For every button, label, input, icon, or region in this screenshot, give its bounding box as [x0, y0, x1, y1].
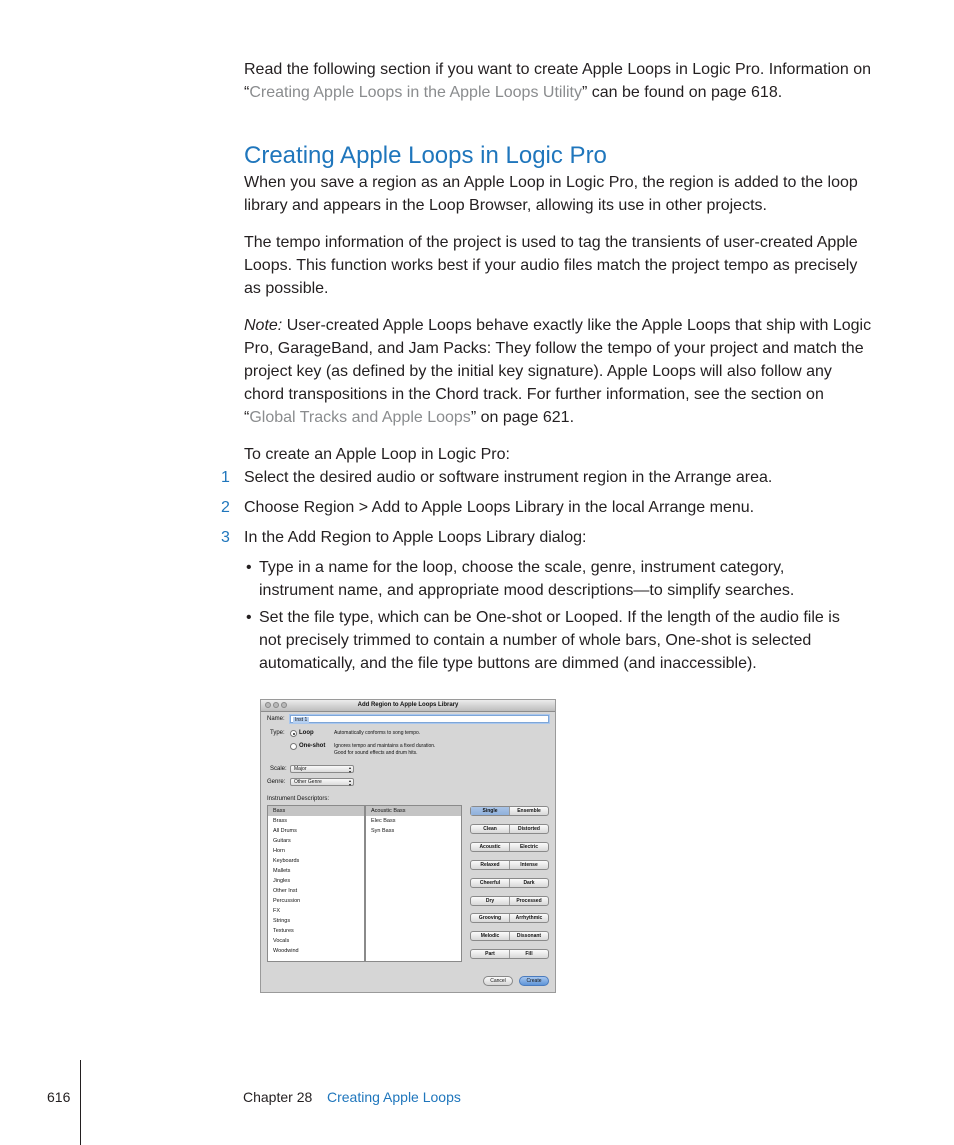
- type-label: Type:: [270, 730, 285, 736]
- mood-button[interactable]: Grooving: [478, 915, 502, 921]
- step-text: Select the desired audio or software instrument region in the Arrange area.: [244, 469, 773, 486]
- popup-arrows-icon: ▴ ▾: [348, 765, 351, 774]
- page-number: 616: [47, 1089, 71, 1105]
- add-region-dialog: [260, 699, 556, 993]
- section-heading: Creating Apple Loops in Logic Pro: [244, 142, 607, 169]
- name-value: Inst 1: [295, 717, 308, 723]
- intro-link[interactable]: Creating Apple Loops in the Apple Loops Utility: [249, 84, 582, 101]
- popup-arrows-icon: ▴ ▾: [348, 778, 351, 787]
- mood-button[interactable]: Melodic: [480, 933, 500, 939]
- scale-popup[interactable]: [290, 765, 354, 773]
- bullet: •: [246, 559, 252, 576]
- mood-button[interactable]: Dry: [485, 898, 495, 904]
- list-item[interactable]: Percussion: [273, 898, 301, 904]
- name-field[interactable]: [290, 715, 549, 723]
- mood-toggle-dry-processed[interactable]: [470, 896, 549, 906]
- bullet: •: [246, 609, 252, 626]
- mood-toggle-grooving-arrhythmic[interactable]: [470, 913, 549, 923]
- mood-button[interactable]: Acoustic: [479, 844, 501, 850]
- list-item[interactable]: Brass: [273, 818, 288, 824]
- mood-button[interactable]: Electric: [509, 843, 548, 851]
- step-number: 2: [221, 499, 230, 516]
- mood-button[interactable]: Dissonant: [509, 932, 548, 940]
- mood-button[interactable]: Arrhythmic: [509, 914, 548, 922]
- name-label: Name:: [267, 716, 285, 722]
- mood-toggle-cheerful-dark[interactable]: [470, 878, 549, 888]
- list-item[interactable]: Elec Bass: [371, 818, 396, 824]
- paragraph-2: The tempo information of the project is used to tag the transients of user-created Apple Loops. This function works best if your audio files match the project tempo as precisely as possible.: [244, 234, 858, 297]
- mood-button[interactable]: Clean: [483, 826, 497, 832]
- mood-button[interactable]: Processed: [509, 897, 548, 905]
- list-item[interactable]: Acoustic Bass: [366, 806, 461, 816]
- bullet-text: Set the file type, which can be One-shot or Looped. If the length of the audio file is not precisely trimmed to contain a number of whole bars, One-shot is selected automatically, and the file type buttons are dimmed (and inaccessible).: [259, 609, 840, 672]
- list-item[interactable]: Jingles: [273, 878, 291, 884]
- intro-paragraph: [244, 58, 874, 104]
- mood-button[interactable]: Dark: [509, 879, 548, 887]
- loop-label: Loop: [299, 730, 314, 736]
- note-text: User-created Apple Loops behave exactly like the Apple Loops that ship with Logic Pro, GarageBand, and Jam Packs: They follow the tempo of your project and match the project key (as defined by the initial key signature). Apple Loops will also follow any chord transpositions in the Chord track. For further information, see the section on “: [244, 317, 872, 426]
- chapter-label: Chapter 28: [243, 1089, 313, 1105]
- list-item[interactable]: Textures: [273, 928, 294, 934]
- chapter-title: Creating Apple Loops: [327, 1089, 461, 1105]
- note-label: Note:: [244, 317, 283, 334]
- genre-value: Other Genre: [294, 779, 322, 785]
- step-number: 1: [221, 469, 230, 486]
- list-item[interactable]: Bass: [268, 806, 364, 816]
- list-item[interactable]: Mallets: [273, 868, 291, 874]
- footer-divider: [80, 1060, 81, 1145]
- mood-toggle-relaxed-intense[interactable]: [470, 860, 549, 870]
- oneshot-label: One-shot: [299, 743, 326, 749]
- oneshot-description: Ignores tempo and maintains a fixed duration.: [334, 743, 436, 749]
- list-item[interactable]: Horn: [273, 848, 285, 854]
- dialog-title: Add Region to Apple Loops Library: [357, 702, 459, 708]
- list-item[interactable]: Syn Bass: [371, 828, 395, 834]
- list-item[interactable]: Woodwind: [273, 948, 299, 954]
- step-text: Choose Region > Add to Apple Loops Library in the local Arrange menu.: [244, 499, 755, 516]
- note-link[interactable]: Global Tracks and Apple Loops: [249, 409, 471, 426]
- list-item[interactable]: Guitars: [273, 838, 291, 844]
- mood-toggle-single-ensemble[interactable]: [470, 806, 549, 816]
- loop-radio[interactable]: [290, 730, 297, 737]
- loop-description: Automatically conforms to song tempo.: [334, 730, 421, 736]
- oneshot-description: Good for sound effects and drum hits.: [334, 750, 418, 756]
- mood-button[interactable]: Part: [485, 951, 495, 957]
- scale-label: Scale:: [270, 766, 287, 772]
- mood-button[interactable]: Relaxed: [480, 862, 500, 868]
- paragraph-1: When you save a region as an Apple Loop in Logic Pro, the region is added to the loop library and appears in the Loop Browser, allowing its use in other projects.: [244, 174, 858, 214]
- sub-instrument-list[interactable]: [365, 805, 462, 962]
- cancel-button[interactable]: Cancel: [483, 976, 513, 986]
- scale-value: Major: [294, 766, 307, 772]
- mood-button[interactable]: Single: [471, 807, 509, 815]
- oneshot-radio[interactable]: [290, 743, 297, 750]
- mood-button[interactable]: Cheerful: [479, 880, 501, 886]
- bullet-text: Type in a name for the loop, choose the scale, genre, instrument category, instrument name, and appropriate mood descriptions—to simplify searches.: [259, 559, 795, 599]
- genre-popup[interactable]: [290, 778, 354, 786]
- list-item[interactable]: All Drums: [273, 828, 297, 834]
- genre-label: Genre:: [267, 779, 286, 785]
- mood-button[interactable]: Fill: [509, 950, 548, 958]
- mood-toggle-acoustic-electric[interactable]: [470, 842, 549, 852]
- mood-toggle-part-fill[interactable]: [470, 949, 549, 959]
- mood-button[interactable]: Intense: [509, 861, 548, 869]
- note-text-end: ” on page 621.: [470, 409, 575, 426]
- instrument-descriptors-label: Instrument Descriptors:: [267, 796, 330, 802]
- intro-text: Read the following section if you want to create Apple Loops in Logic Pro. Information on “: [244, 61, 872, 101]
- mood-button[interactable]: Ensemble: [509, 807, 548, 815]
- dialog-titlebar: [261, 700, 555, 712]
- instrument-list[interactable]: [267, 805, 365, 962]
- task-heading: To create an Apple Loop in Logic Pro:: [244, 446, 510, 463]
- mood-toggle-clean-distorted[interactable]: [470, 824, 549, 834]
- step-number: 3: [221, 529, 230, 546]
- create-button[interactable]: Create: [519, 976, 549, 986]
- note-paragraph: [244, 314, 874, 429]
- list-item[interactable]: Vocals: [273, 938, 290, 944]
- mood-button[interactable]: Distorted: [509, 825, 548, 833]
- mood-toggle-melodic-dissonant[interactable]: [470, 931, 549, 941]
- list-item[interactable]: Strings: [273, 918, 291, 924]
- list-item[interactable]: FX: [273, 908, 281, 914]
- list-item[interactable]: Other Inst: [273, 888, 298, 894]
- intro-text-end: ” can be found on page 618.: [582, 84, 783, 101]
- step-text: In the Add Region to Apple Loops Library dialog:: [244, 529, 587, 546]
- list-item[interactable]: Keyboards: [273, 858, 300, 864]
